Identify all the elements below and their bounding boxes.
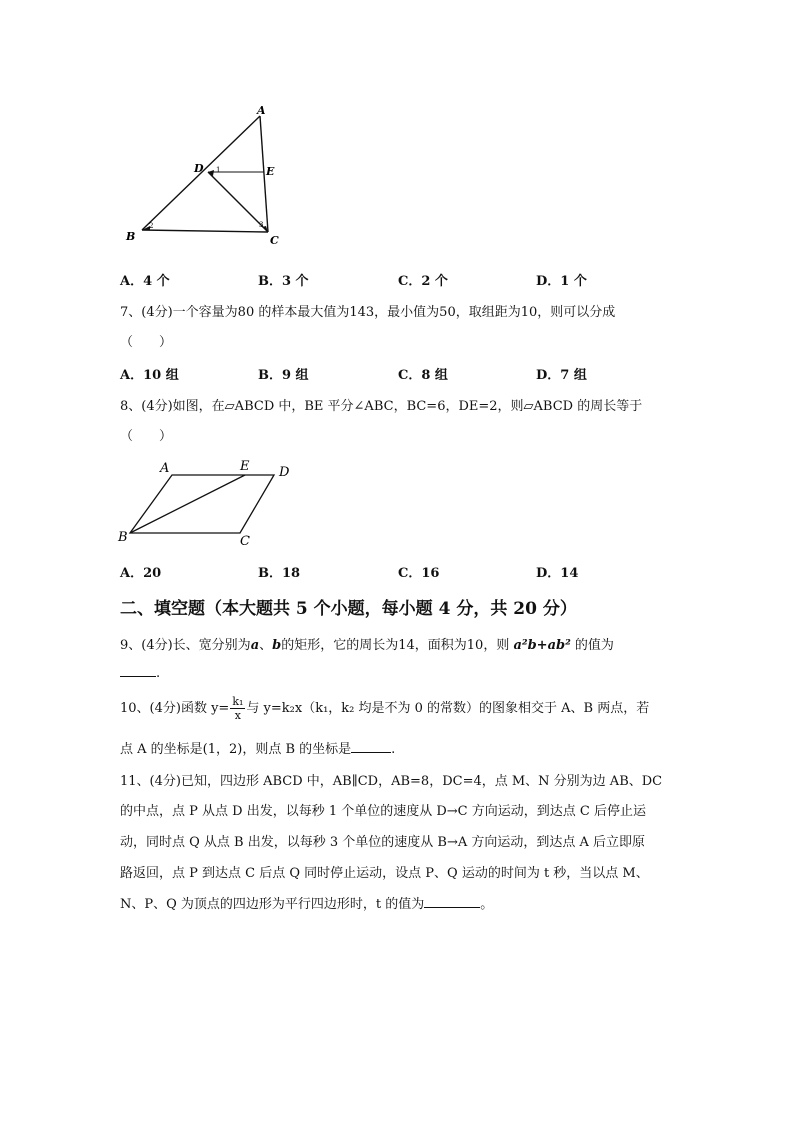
q8-option-c: C．16 (398, 566, 440, 581)
triangle-figure (110, 100, 290, 250)
q9-end: . (156, 666, 161, 681)
para-label-B: B (118, 530, 128, 545)
label-A: A (257, 104, 266, 117)
q8-paren: （ ） (120, 429, 173, 444)
q9-answer-line (120, 664, 160, 681)
label-C: C (270, 234, 279, 247)
q9-var-b: b (272, 638, 282, 653)
q11-line2: 的中点，点 P 从点 D 出发，以每秒 1 个单位的速度从 D→C 方向运动，到达点 C 后停止运 (120, 804, 646, 819)
q10-numerator: k₁ (232, 695, 244, 708)
q8-option-d: D．14 (536, 566, 579, 581)
q9-blank[interactable] (120, 664, 156, 677)
q10-line1 (120, 694, 649, 724)
angle-3-label: 3 (259, 221, 264, 229)
section-heading: 二、填空题（本大题共 5 个小题，每小题 4 分，共 20 分） (120, 599, 577, 619)
q10-pre: 10、(4分)函数 y= (120, 701, 230, 716)
q10-end: . (391, 742, 396, 757)
q8-text: 8、(4分)如图，在▱ABCD 中，BE 平分∠ABC，BC=6，DE=2，则▱ABCD 的周长等于 (120, 399, 643, 414)
q7-option-a: A．10 组 (120, 368, 179, 383)
q8-option-a: A．20 (120, 566, 162, 581)
q6-option-b: B．3 个 (258, 274, 309, 289)
label-B: B (126, 230, 136, 243)
parallelogram-figure (112, 455, 302, 550)
q7-option-d: D．7 组 (536, 368, 587, 383)
label-D: D (194, 162, 204, 175)
angle-1-label: 1 (216, 166, 221, 174)
q11-end: 。 (480, 897, 494, 912)
q6-option-a: A．4 个 (120, 274, 170, 289)
q11-line4: 路返回，点 P 到达点 C 后点 Q 同时停止运动，设点 P、Q 运动的时间为 t 秒，当以点 M、 (120, 866, 649, 881)
q11-line5: N、P、Q 为顶点的四边形为平行四边形时，t 的值为 (120, 897, 425, 912)
q9-sep: 、 (259, 638, 273, 653)
q9-mid: 的矩形，它的周长为14，面积为10，则 (281, 638, 510, 653)
q7-text: 7、(4分)一个容量为80 的样本最大值为143，最小值为50，取组距为10，则可以分成 (120, 305, 616, 320)
q7-option-b: B．9 组 (258, 368, 309, 383)
q9-line (120, 634, 614, 653)
q7-paren: （ ） (120, 335, 173, 350)
q10-fraction (230, 695, 245, 722)
para-label-C: C (240, 534, 250, 549)
q6-option-c: C．2 个 (398, 274, 448, 289)
q7-option-c: C．8 组 (398, 368, 448, 383)
q9-pre: 9、(4分)长、宽分别为 (120, 638, 251, 653)
para-label-E: E (240, 459, 250, 474)
para-label-A: A (160, 461, 170, 476)
q10-line2-text: 点 A 的坐标是(1，2)，则点 B 的坐标是 (120, 742, 352, 757)
q10-denominator: x (234, 709, 241, 722)
q9-var-a: a (250, 638, 260, 653)
q9-expr: a²b+ab² (513, 638, 571, 653)
q8-option-b: B．18 (258, 566, 301, 581)
label-E: E (266, 165, 275, 178)
q11-line5-wrap (120, 893, 493, 912)
q6-option-d: D．1 个 (536, 274, 587, 289)
para-label-D: D (279, 465, 290, 480)
q11-line1: 11、(4分)已知，四边形 ABCD 中，AB∥CD，AB=8，DC=4，点 M、N 分别为边 AB、DC (120, 774, 663, 789)
q9-post: 的值为 (574, 638, 614, 653)
q11-line3: 动，同时点 Q 从点 B 出发，以每秒 3 个单位的速度从 B→A 方向运动，到达点 A 后立即原 (120, 835, 646, 850)
q11-blank[interactable] (424, 895, 480, 908)
angle-2-label: 2 (149, 222, 154, 230)
q10-line2 (120, 738, 395, 757)
q10-mid: 与 y=k₂x（k₁，k₂ 均是不为 0 的常数）的图象相交于 A、B 两点，若 (246, 701, 650, 716)
q10-blank[interactable] (351, 740, 391, 753)
